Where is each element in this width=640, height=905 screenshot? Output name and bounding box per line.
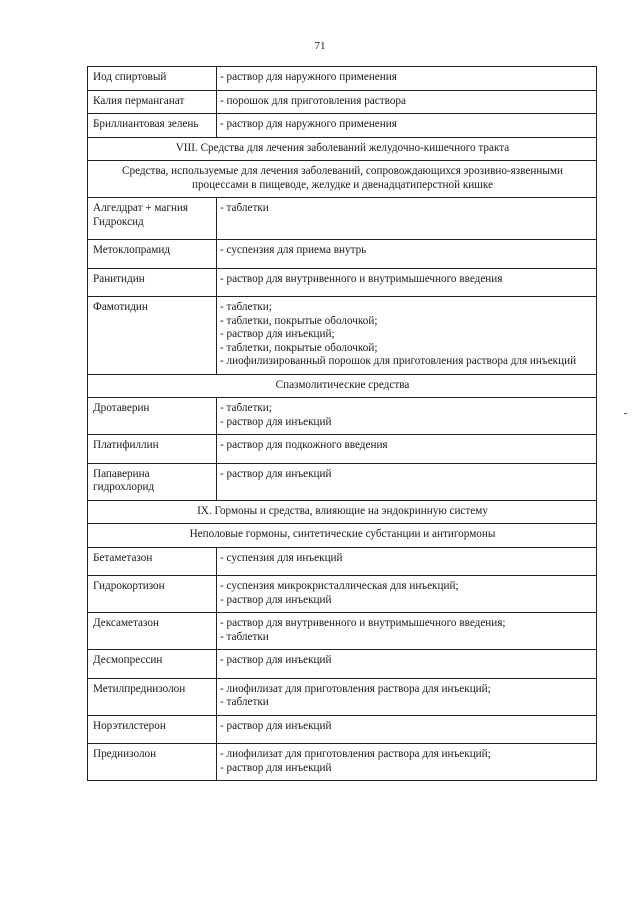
subsection-heading-row (88, 374, 597, 398)
table-row (88, 297, 597, 375)
table-row (88, 398, 597, 435)
dosage-form: - таблетки (220, 630, 269, 643)
table-row (88, 576, 597, 613)
drug-name: Ранитидин (88, 268, 217, 297)
dosage-form: - раствор для внутривенного и внутримышечного введения (220, 272, 503, 285)
dosage-form: - таблетки, покрытые оболочкой; (220, 341, 378, 354)
dosage-forms (217, 715, 597, 744)
dosage-form: - раствор для инъекций (220, 761, 332, 774)
drug-name: Иод спиртовый (88, 67, 217, 91)
dosage-form: - раствор для подкожного введения (220, 439, 388, 451)
drug-name: Метоклопрамид (88, 240, 217, 269)
drug-name: Бриллиантовая зелень (88, 114, 217, 138)
table-row (88, 678, 597, 715)
drug-name: Метилпреднизолон (88, 678, 217, 715)
dosage-form: - суспензия для инъекций (220, 551, 343, 564)
dosage-form: - лиофилизированный порошок для приготовления раствора для инъекций (220, 355, 577, 367)
dosage-form: - раствор для внутривенного и внутримышечного введения; (220, 617, 506, 629)
drug-name: Дексаметазон (88, 613, 217, 650)
drug-name: Платифиллин (88, 435, 217, 464)
drug-name: Фамотидин (88, 297, 217, 375)
section-heading: IX. Гормоны и средства, влияющие на эндокринную систему (88, 500, 597, 524)
dosage-form: - раствор для инъекций (220, 415, 332, 428)
dosage-form: - таблетки; (220, 402, 272, 414)
dosage-forms (217, 198, 597, 240)
section-heading-row (88, 500, 597, 524)
dosage-form: - лиофилизат для приготовления раствора для инъекций; (220, 682, 491, 695)
drug-name: Преднизолон (88, 744, 217, 781)
table-row (88, 463, 597, 500)
table-row (88, 547, 597, 576)
table-row (88, 435, 597, 464)
dosage-form: - раствор для наружного применения (220, 71, 397, 83)
drug-name: Бетаметазон (88, 547, 217, 576)
dosage-form: - раствор для наружного применения (220, 118, 397, 130)
dosage-form: - раствор для инъекций (220, 467, 332, 480)
dosage-form: - таблетки, покрытые оболочкой; (220, 314, 378, 327)
dosage-form: - суспензия для приема внутрь (220, 244, 367, 256)
dosage-forms (217, 67, 597, 91)
dosage-form: - порошок для приготовления раствора (220, 94, 406, 107)
dosage-form: - раствор для инъекций (220, 719, 332, 732)
table-row (88, 268, 597, 297)
table-row (88, 650, 597, 679)
drug-name: Папаверина гидрохлорид (88, 463, 217, 500)
dosage-forms (217, 90, 597, 114)
dosage-forms (217, 463, 597, 500)
drug-name: Десмопрессин (88, 650, 217, 679)
drug-name: Гидрокортизон (88, 576, 217, 613)
dosage-forms (217, 744, 597, 781)
dosage-forms (217, 678, 597, 715)
dosage-form: - суспензия микрокристаллическая для инъекций; (220, 580, 459, 592)
dosage-forms (217, 240, 597, 269)
dosage-form: - лиофилизат для приготовления раствора для инъекций; (220, 748, 491, 760)
drug-name: Алгелдрат + магния Гидроксид (88, 198, 217, 240)
dosage-form: - раствор для инъекций; (220, 328, 335, 340)
section-heading: VIII. Средства для лечения заболеваний желудочно-кишечного тракта (88, 137, 597, 161)
table-row (88, 90, 597, 114)
table-row (88, 744, 597, 781)
table-row (88, 67, 597, 91)
dosage-forms (217, 114, 597, 138)
section-heading-row (88, 137, 597, 161)
dosage-forms (217, 576, 597, 613)
drug-table (87, 66, 597, 781)
dosage-forms (217, 435, 597, 464)
subsection-heading-row (88, 161, 597, 198)
dosage-forms (217, 613, 597, 650)
dosage-form: - раствор для инъекций (220, 593, 332, 606)
subsection-heading: Неполовые гормоны, синтетические субстанции и антигормоны (88, 524, 597, 548)
table-row (88, 198, 597, 240)
table-row (88, 613, 597, 650)
subsection-heading: Спазмолитические средства (88, 374, 597, 398)
dosage-form: - таблетки; (220, 301, 272, 313)
dosage-forms (217, 268, 597, 297)
drug-name: Дротаверин (88, 398, 217, 435)
table-row (88, 114, 597, 138)
drug-name: Норэтилстерон (88, 715, 217, 744)
subsection-heading: Средства, используемые для лечения заболеваний, сопровождающихся эрозивно-язвенными процессами в пищеводе, желудке и двенадцатиперстной кишке (88, 161, 597, 198)
dosage-forms (217, 297, 597, 375)
dosage-forms (217, 650, 597, 679)
table-row (88, 240, 597, 269)
page-number: 71 (314, 40, 326, 52)
dosage-forms (217, 547, 597, 576)
subsection-heading-row (88, 524, 597, 548)
table-row (88, 715, 597, 744)
drug-name: Калия перманганат (88, 90, 217, 114)
drug-table-body (88, 67, 597, 781)
dosage-form: - таблетки (220, 696, 269, 708)
dosage-form: - таблетки (220, 202, 269, 214)
scan-artifact-mark (624, 413, 627, 414)
dosage-form: - раствор для инъекций (220, 654, 332, 666)
dosage-forms (217, 398, 597, 435)
